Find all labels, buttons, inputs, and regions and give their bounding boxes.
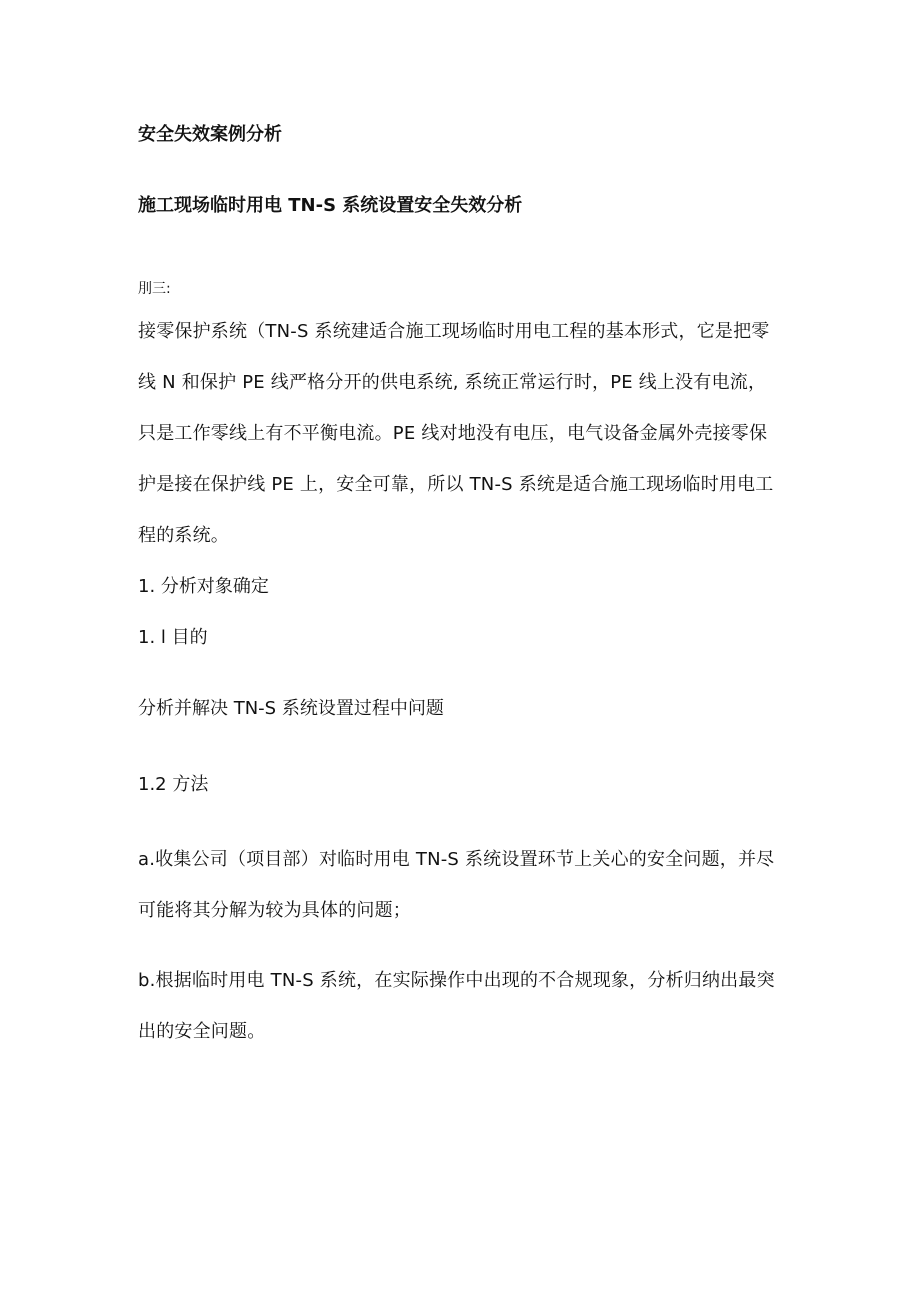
intro-line: 线 N 和保护 PE 线严格分开的供电系统, 系统正常运行时，PE 线上没有电流， [138, 372, 767, 393]
item-b-line: 出的安全问题。 [138, 1021, 266, 1042]
item-a-line: 可能将其分解为较为具体的问题； [138, 900, 411, 921]
intro-line: 只是工作零线上有不平衡电流。PE 线对地没有电压，电气设备金属外壳接零保 [138, 423, 768, 444]
document-title: 安全失效案例分析 [138, 124, 282, 145]
section-1-1-heading: 1. l 目的 [138, 627, 208, 648]
section-1-2-heading: 1.2 方法 [138, 774, 209, 795]
document-subtitle: 施工现场临时用电 TN-S 系统设置安全失效分析 [138, 195, 523, 216]
preface-label: 刖三: [138, 281, 171, 297]
intro-line: 接零保护系统（TN-S 系统建适合施工现场临时用电工程的基本形式，它是把零 [138, 321, 770, 342]
intro-line: 护是接在保护线 PE 上，安全可靠，所以 TN-S 系统是适合施工现场临时用电工 [138, 474, 774, 495]
section-1-heading: 1. 分析对象确定 [138, 576, 269, 597]
section-1-1-text: 分析并解决 TN-S 系统设置过程中问题 [138, 698, 444, 719]
item-b-line: b.根据临时用电 TN-S 系统，在实际操作中出现的不合规现象，分析归纳出最突 [138, 970, 775, 991]
item-a-line: a.收集公司（项目部）对临时用电 TN-S 系统设置环节上关心的安全问题，并尽 [138, 849, 775, 870]
intro-line: 程的系统。 [138, 525, 229, 546]
